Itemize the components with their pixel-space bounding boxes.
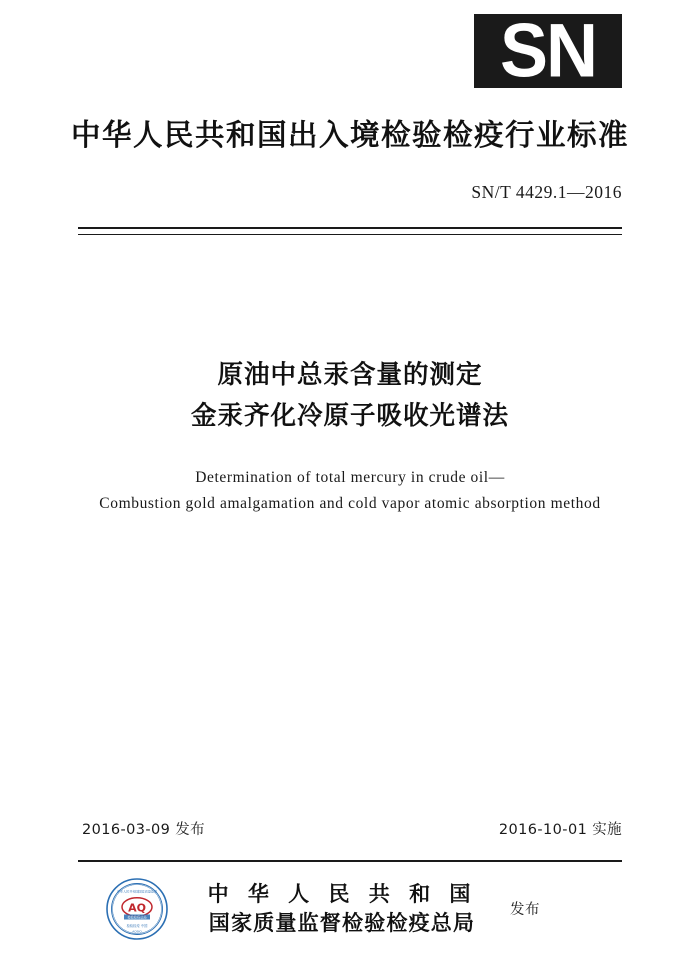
title-block xyxy=(78,355,622,517)
title-en-line-1: Determination of total mercury in crude oil— xyxy=(195,469,505,486)
effective-date: 2016-10-01 实施 xyxy=(498,822,622,838)
svg-text:AQSIQ: AQSIQ xyxy=(132,929,142,934)
publisher-name xyxy=(182,880,502,938)
aqsiq-emblem-icon xyxy=(106,878,168,940)
svg-text:检验检疫总局: 检验检疫总局 xyxy=(127,915,147,920)
publisher-block xyxy=(78,876,622,946)
issue-date: 2016-03-09 发布 xyxy=(82,822,206,838)
svg-text:中华人民共和国国家质量监督: 中华人民共和国国家质量监督 xyxy=(116,889,158,894)
publish-verb: 发布 xyxy=(510,902,540,918)
sn-logo-text: SN xyxy=(499,14,597,88)
standard-number: SN/T 4429.1—2016 xyxy=(471,182,622,202)
sn-logo xyxy=(474,14,622,88)
header-rule-thick xyxy=(78,227,622,229)
publisher-line-1: 中 华 人 民 共 和 国 xyxy=(207,882,477,906)
svg-text:检验检疫 中国: 检验检疫 中国 xyxy=(126,924,148,928)
title-en-block xyxy=(78,465,622,517)
date-row xyxy=(78,818,622,838)
standard-series-title: 中华人民共和国出入境检验检疫行业标准 xyxy=(70,118,629,152)
title-cn-line-2: 金汞齐化冷原子吸收光谱法 xyxy=(190,401,509,431)
title-cn-line-1: 原油中总汞含量的测定 xyxy=(217,360,483,390)
svg-text:AQ: AQ xyxy=(128,901,146,915)
publisher-line-2: 国家质量监督检验检疫总局 xyxy=(208,911,476,935)
header-rule-thin xyxy=(78,234,622,235)
footer-rule xyxy=(78,860,622,862)
title-en-line-2: Combustion gold amalgamation and cold vapor atomic absorption method xyxy=(99,495,601,512)
